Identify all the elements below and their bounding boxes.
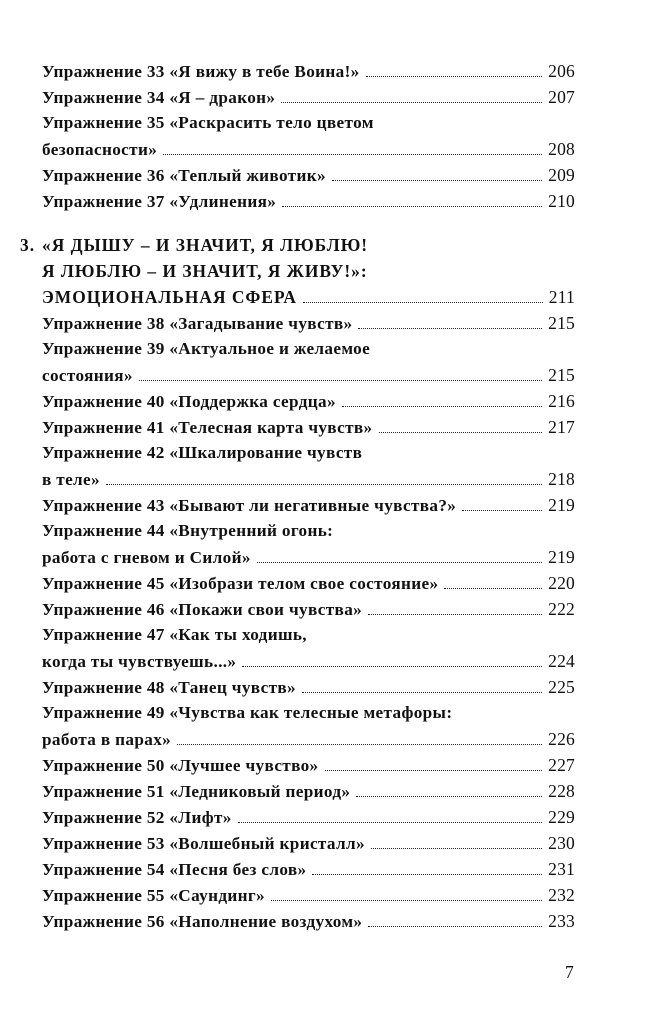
- entry-title-line: Упражнение 53 «Волшебный кристалл»: [42, 834, 365, 853]
- section-title-line: ЭМОЦИОНАЛЬНАЯ СФЕРА: [42, 287, 297, 307]
- toc-entry: [42, 830, 575, 856]
- toc-entry: [42, 162, 575, 188]
- entry-page-number: 208: [548, 139, 575, 159]
- entry-title-line: Упражнение 54 «Песня без слов»: [42, 860, 307, 879]
- dot-leader: [368, 613, 542, 615]
- dot-leader: [281, 101, 542, 103]
- entry-title-line: Упражнение 40 «Поддержка сердца»: [42, 392, 336, 411]
- toc-entry: [42, 908, 575, 934]
- entry-title-line: Упражнение 56 «Наполнение воздухом»: [42, 912, 363, 931]
- entry-page-number: 230: [548, 833, 575, 853]
- section-heading: [20, 232, 575, 310]
- toc-entry: [42, 110, 575, 162]
- entry-title-line: Упражнение 33 «Я вижу в тебе Воина!»: [42, 62, 360, 81]
- toc-entry: [42, 414, 575, 440]
- entry-title-line: Упражнение 51 «Ледниковый период»: [42, 782, 351, 801]
- toc-entry: [42, 570, 575, 596]
- dot-leader: [444, 587, 542, 589]
- entry-page-number: 226: [548, 729, 575, 749]
- toc-entry: [42, 440, 575, 492]
- entry-title-line: Упражнение 50 «Лучшее чувство»: [42, 756, 319, 775]
- entry-page-number: 229: [548, 807, 575, 827]
- entry-title-line: Упражнение 49 «Чувства как телесные метафоры:: [42, 703, 453, 722]
- toc-entry: [42, 310, 575, 336]
- entry-title-line: Упражнение 48 «Танец чувств»: [42, 678, 296, 697]
- entry-title-line: Упражнение 47 «Как ты ходишь,: [42, 625, 307, 644]
- dot-leader: [257, 561, 542, 563]
- dot-leader: [282, 205, 542, 207]
- toc-entry: [42, 856, 575, 882]
- dot-leader: [379, 431, 543, 433]
- dot-leader: [325, 769, 543, 771]
- entry-title-line: безопасности»: [42, 140, 158, 159]
- dot-leader: [366, 75, 543, 77]
- toc-entry: [42, 492, 575, 518]
- entry-page-number: 233: [548, 911, 575, 931]
- toc-entry: [42, 518, 575, 570]
- dot-leader: [312, 873, 542, 875]
- entry-title-line: Упражнение 43 «Бывают ли негативные чувства?»: [42, 496, 457, 515]
- section-title-line: Я ЛЮБЛЮ – И ЗНАЧИТ, Я ЖИВУ!»:: [42, 261, 368, 281]
- toc-entry: [42, 778, 575, 804]
- dot-leader: [242, 665, 542, 667]
- dot-leader: [303, 301, 543, 303]
- dot-leader: [302, 691, 542, 693]
- dot-leader: [368, 925, 542, 927]
- entry-title-line: Упражнение 44 «Внутренний огонь:: [42, 521, 334, 540]
- entry-page-number: 231: [548, 859, 575, 879]
- section-number: 3.: [20, 235, 36, 255]
- entry-title-line: Упражнение 45 «Изобрази телом свое состояние»: [42, 574, 439, 593]
- entry-page-number: 218: [548, 469, 575, 489]
- dot-leader: [106, 483, 542, 485]
- toc-entry: [42, 752, 575, 778]
- entry-title-line: Упражнение 34 «Я – дракон»: [42, 88, 276, 107]
- entry-page-number: 209: [548, 165, 575, 185]
- entry-title-line: работа с гневом и Силой»: [42, 548, 251, 567]
- entry-title-line: Упражнение 37 «Удлинения»: [42, 192, 277, 211]
- entry-page-number: 215: [548, 365, 575, 385]
- entry-title-line: Упражнение 46 «Покажи свои чувства»: [42, 600, 363, 619]
- entry-title-line: состояния»: [42, 366, 133, 385]
- entry-title-line: Упражнение 52 «Лифт»: [42, 808, 232, 827]
- entry-page-number: 215: [548, 313, 575, 333]
- dot-leader: [342, 405, 542, 407]
- toc-entry: [42, 336, 575, 388]
- dot-leader: [462, 509, 542, 511]
- toc-entry: [42, 596, 575, 622]
- dot-leader: [358, 327, 542, 329]
- entry-title-line: Упражнение 55 «Саундинг»: [42, 886, 265, 905]
- entry-page-number: 227: [548, 755, 575, 775]
- page-number: 7: [565, 962, 574, 982]
- dot-leader: [332, 179, 542, 181]
- toc-entry: [42, 84, 575, 110]
- entry-page-number: 217: [548, 417, 575, 437]
- entry-title-line: Упражнение 38 «Загадывание чувств»: [42, 314, 353, 333]
- dot-leader: [139, 379, 542, 381]
- entry-title-line: Упражнение 39 «Актуальное и желаемое: [42, 339, 371, 358]
- entry-page-number: 220: [548, 573, 575, 593]
- entry-page-number: 224: [548, 651, 575, 671]
- entry-title-line: Упражнение 36 «Теплый животик»: [42, 166, 326, 185]
- entry-page-number: 207: [548, 87, 575, 107]
- entry-page-number: 219: [548, 495, 575, 515]
- section-title-line: «Я ДЫШУ – И ЗНАЧИТ, Я ЛЮБЛЮ!: [42, 235, 369, 255]
- entry-page-number: 216: [548, 391, 575, 411]
- toc-entry: [42, 882, 575, 908]
- dot-leader: [356, 795, 542, 797]
- entry-title-line: Упражнение 42 «Шкалирование чувств: [42, 443, 363, 462]
- entry-page-number: 232: [548, 885, 575, 905]
- toc-entry: [42, 674, 575, 700]
- toc-entry: [42, 804, 575, 830]
- entry-page-number: 222: [548, 599, 575, 619]
- entry-page-number: 210: [548, 191, 575, 211]
- toc-entry: [42, 58, 575, 84]
- entry-title-line: Упражнение 41 «Телесная карта чувств»: [42, 418, 373, 437]
- entry-page-number: 228: [548, 781, 575, 801]
- toc-entry: [42, 388, 575, 414]
- dot-leader: [271, 899, 542, 901]
- toc-entry: [42, 622, 575, 674]
- entry-title-line: когда ты чувствуешь...»: [42, 652, 237, 671]
- dot-leader: [238, 821, 542, 823]
- dot-leader: [163, 153, 542, 155]
- dot-leader: [371, 847, 542, 849]
- dot-leader: [177, 743, 542, 745]
- entry-page-number: 225: [548, 677, 575, 697]
- entry-title-line: в теле»: [42, 470, 100, 489]
- entry-title-line: работа в парах»: [42, 730, 172, 749]
- entry-title-line: Упражнение 35 «Раскрасить тело цветом: [42, 113, 374, 132]
- toc-entry: [42, 188, 575, 214]
- toc-entry: [42, 700, 575, 752]
- entry-page-number: 219: [548, 547, 575, 567]
- entry-page-number: 206: [548, 61, 575, 81]
- section-page-number: 211: [548, 287, 575, 307]
